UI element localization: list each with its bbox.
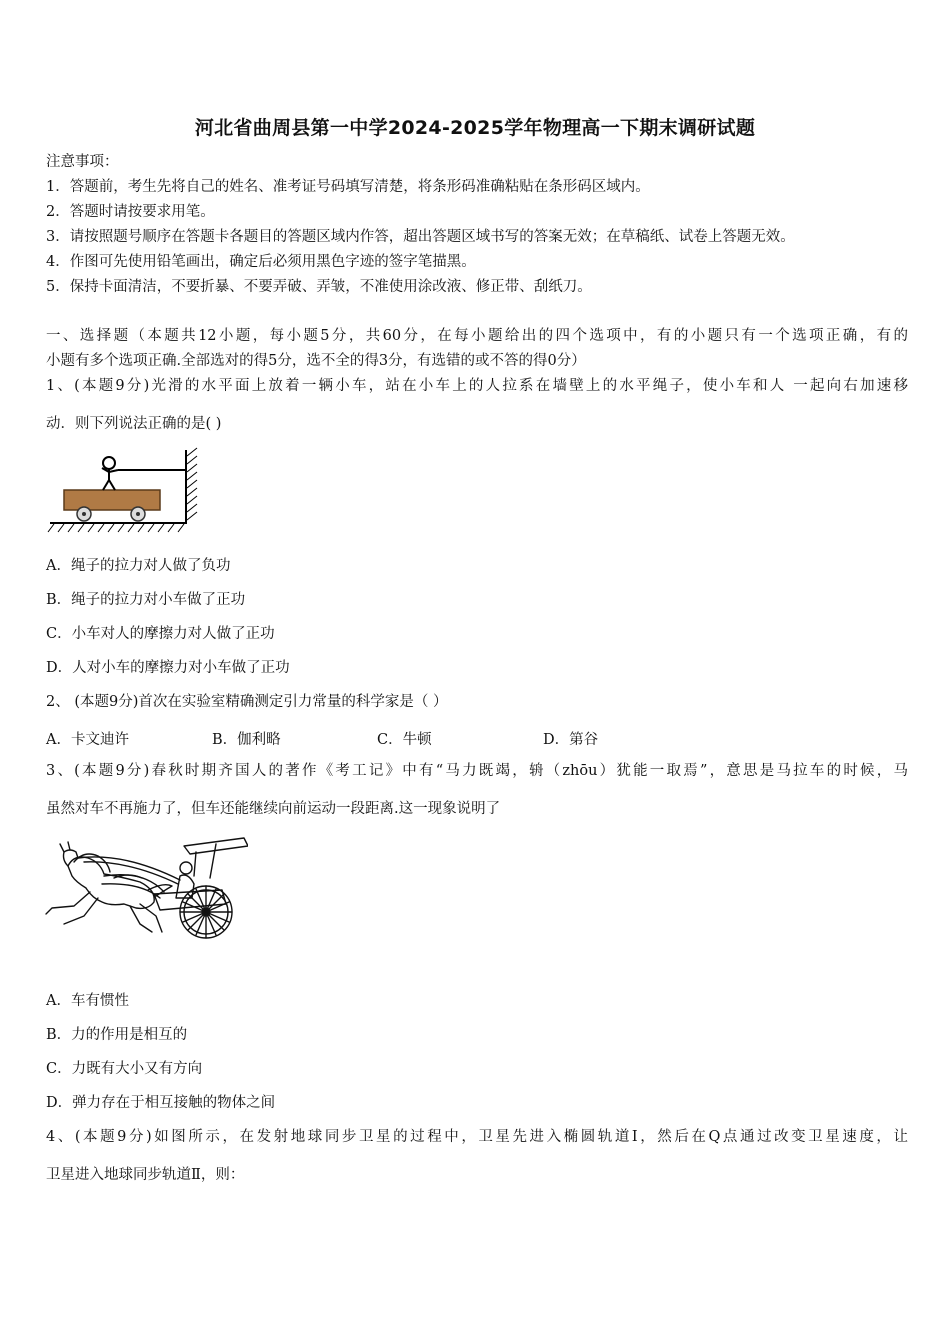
horse-chariot-illustration (44, 832, 248, 944)
cart-wall-figure (46, 446, 206, 534)
question-3-option-d: D．弹力存在于相互接触的物体之间 (46, 1095, 276, 1111)
notice-item: 5．保持卡面清洁，不要折暴、不要弄破、弄皱，不准使用涂改液、修正带、刮纸刀。 (46, 279, 592, 295)
question-1-option-c: C．小车对人的摩擦力对人做了正功 (46, 626, 275, 642)
question-2-option-a: A．卡文迪许 (46, 732, 129, 748)
question-1-stem-cont: 动．则下列说法正确的是( ) (46, 416, 222, 432)
section-heading-cont: 小题有多个选项正确.全部选对的得5分，选不全的得3分，有选错的或不答的得0分） (46, 353, 586, 369)
question-3-option-a: A．车有惯性 (46, 993, 129, 1009)
question-1-stem: 1、(本题9分)光滑的水平面上放着一辆小车，站在小车上的人拉系在墙壁上的水平绳子，使小车和人 一起向右加速移 (46, 378, 908, 394)
question-2-options (46, 728, 908, 746)
notice-heading: 注意事项： (46, 154, 119, 170)
question-4-stem: 4、(本题9分)如图所示，在发射地球同步卫星的过程中，卫星先进入椭圆轨道Ⅰ，然后在Q点通过改变卫星速度，让 (46, 1129, 908, 1145)
question-2-stem: 2、 (本题9分)首次在实验室精确测定引力常量的科学家是（ ） (46, 694, 448, 710)
notice-item: 2．答题时请按要求用笔。 (46, 204, 215, 220)
question-4-stem-cont: 卫星进入地球同步轨道Ⅱ，则： (46, 1167, 245, 1183)
question-3-stem: 3、(本题9分)春秋时期齐国人的著作《考工记》中有“马力既竭，辀（zhōu）犹能一取焉”，意思是马拉车的时候，马 (46, 763, 908, 779)
question-2-option-c: C．牛顿 (377, 732, 432, 748)
section-heading: 一、选择题（本题共12小题，每小题5分，共60分，在每小题给出的四个选项中，有的小题只有一个选项正确，有的 (46, 328, 908, 344)
question-2-option-d: D．第谷 (543, 732, 599, 748)
notice-item: 1．答题前，考生先将自己的姓名、准考证号码填写清楚，将条形码准确粘贴在条形码区域内。 (46, 179, 650, 195)
page-title: 河北省曲周县第一中学2024-2025学年物理高一下期末调研试题 (194, 117, 756, 139)
notice-item: 4．作图可先使用铅笔画出，确定后必须用黑色字迹的签字笔描黑。 (46, 254, 476, 270)
notice-item: 3．请按照题号顺序在答题卡各题目的答题区域内作答，超出答题区域书写的答案无效；在草稿纸、试卷上答题无效。 (46, 229, 795, 245)
question-3-option-c: C．力既有大小又有方向 (46, 1061, 203, 1077)
question-3-stem-cont: 虽然对车不再施力了，但车还能继续向前运动一段距离.这一现象说明了 (46, 801, 501, 817)
question-3-option-b: B．力的作用是相互的 (46, 1027, 188, 1043)
question-2-option-b: B．伽利略 (212, 732, 281, 748)
question-1-option-b: B．绳子的拉力对小车做了正功 (46, 592, 246, 608)
question-1-option-d: D．人对小车的摩擦力对小车做了正功 (46, 660, 290, 676)
question-1-option-a: A．绳子的拉力对人做了负功 (46, 558, 231, 574)
